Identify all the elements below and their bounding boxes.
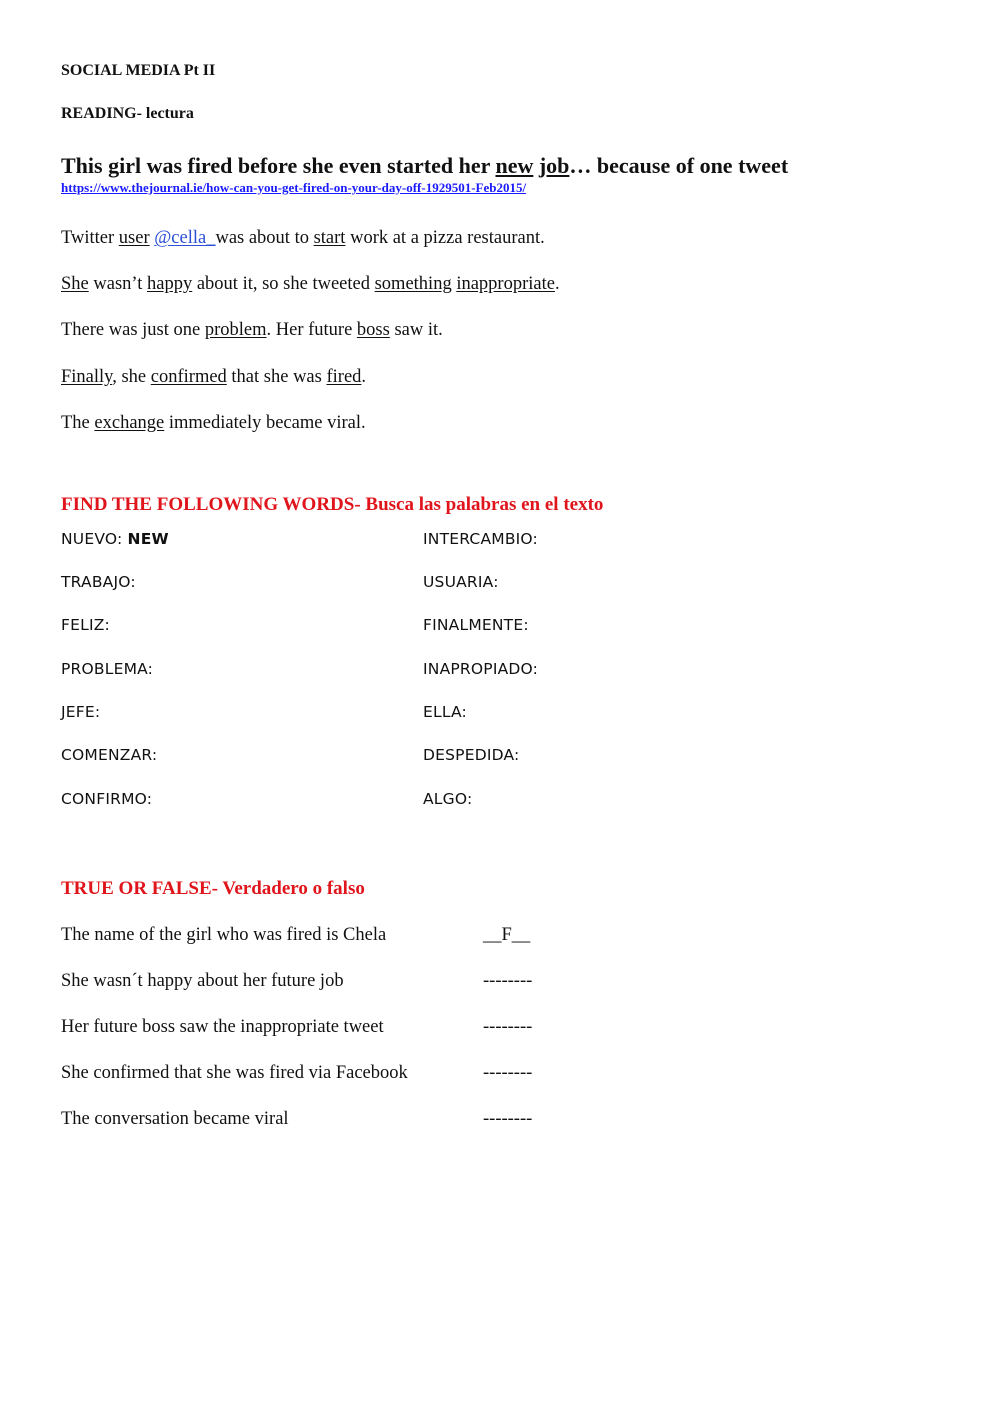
- vocab-answer: NEW: [127, 530, 169, 548]
- tf-statement: The conversation became viral: [61, 1109, 289, 1129]
- word-confirmed: confirmed: [150, 367, 227, 387]
- vocab-item: FELIZ:: [61, 616, 110, 634]
- vocab-item: ELLA:: [423, 703, 467, 721]
- word-inappropriate: inappropriate: [456, 274, 555, 294]
- word-start: start: [313, 228, 346, 248]
- word-user: user: [118, 228, 150, 248]
- tf-statement: She confirmed that she was fired via Facebook: [61, 1063, 408, 1083]
- word-something: something: [374, 274, 452, 294]
- tf-answer[interactable]: --------: [483, 1109, 533, 1129]
- title-word-new: new: [495, 153, 534, 178]
- word-boss: boss: [356, 320, 390, 340]
- word-fired: fired: [326, 367, 362, 387]
- reading-line-5: The exchange immediately became viral.: [61, 413, 366, 433]
- article-title: This girl was fired before she even started her new job… because of one tweet: [61, 153, 789, 178]
- title-word-job: job: [538, 153, 570, 178]
- true-false-heading: TRUE OR FALSE- Verdadero o falso: [61, 878, 365, 899]
- vocab-item: DESPEDIDA:: [423, 746, 520, 764]
- tf-answer[interactable]: --------: [483, 1017, 533, 1037]
- worksheet-topic: SOCIAL MEDIA Pt II: [61, 62, 216, 79]
- reading-line-4: Finally, she confirmed that she was fired.: [61, 367, 367, 387]
- word-she: She: [61, 274, 89, 294]
- vocab-item: INTERCAMBIO:: [423, 530, 538, 548]
- reading-line-2: She wasn’t happy about it, so she tweeted something inappropriate.: [61, 274, 560, 294]
- vocab-item: NUEVO: NEW: [61, 530, 169, 548]
- vocab-item: INAPROPIADO:: [423, 660, 539, 678]
- vocab-item: PROBLEMA:: [61, 660, 154, 678]
- vocab-item: COMENZAR:: [61, 746, 158, 764]
- word-exchange: exchange: [94, 413, 165, 433]
- twitter-handle-link[interactable]: @cella_: [154, 228, 216, 248]
- word-problem: problem: [204, 320, 267, 340]
- tf-statement: The name of the girl who was fired is Chela: [61, 925, 387, 945]
- reading-line-1: Twitter user @cella_was about to start work at a pizza restaurant.: [61, 228, 545, 248]
- tf-statement: Her future boss saw the inappropriate tweet: [61, 1017, 384, 1037]
- find-words-heading: FIND THE FOLLOWING WORDS- Busca las palabras en el texto: [61, 494, 604, 515]
- vocab-item: TRABAJO:: [61, 573, 136, 591]
- tf-answer[interactable]: --------: [483, 1063, 533, 1083]
- vocab-item: CONFIRMO:: [61, 790, 153, 808]
- tf-answer[interactable]: __F__: [483, 925, 531, 945]
- vocab-item: ALGO:: [423, 790, 473, 808]
- tf-statement: She wasn´t happy about her future job: [61, 971, 344, 991]
- reading-line-3: There was just one problem. Her future boss saw it.: [61, 320, 443, 340]
- vocab-item: FINALMENTE:: [423, 616, 529, 634]
- section-heading-reading: READING- lectura: [61, 105, 194, 122]
- vocab-item: JEFE:: [61, 703, 101, 721]
- word-happy: happy: [147, 274, 193, 294]
- vocab-item: USUARIA:: [423, 573, 499, 591]
- article-source-link[interactable]: https://www.thejournal.ie/how-can-you-get-fired-on-your-day-off-1929501-Feb2015/: [61, 180, 527, 195]
- tf-answer[interactable]: --------: [483, 971, 533, 991]
- word-finally: Finally: [61, 367, 113, 387]
